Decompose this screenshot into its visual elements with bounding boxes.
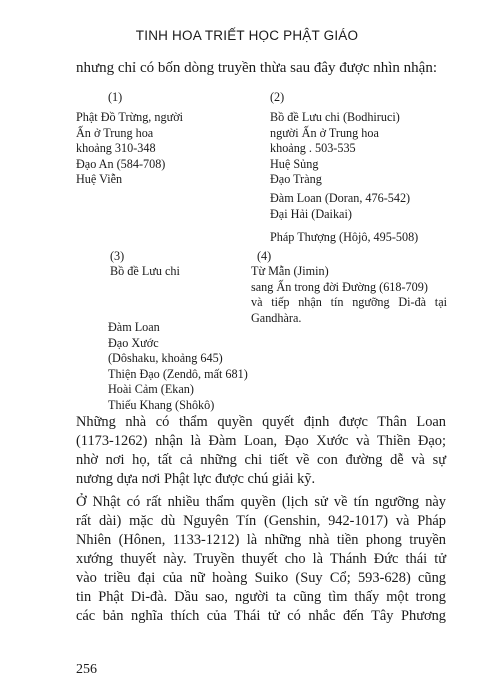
paragraph-line: nhờ nơi họ, tất cả những chi tiết về con đường dễ và sự	[76, 452, 446, 468]
lineage-lower-line: Thiếu Khang (Shôkô)	[108, 397, 215, 412]
running-header: TINH HOA TRIẾT HỌC PHẬT GIÁO	[135, 28, 359, 43]
col2-line: Pháp Thượng (Hôjô, 495-508)	[270, 230, 419, 244]
col4-line: Từ Mẫn (Jimin)	[251, 264, 329, 278]
col2-lineage-b	[270, 191, 410, 222]
col1-number: (1)	[108, 90, 123, 104]
lineage-lower-line: Thiện Đạo (Zendô, mất 681)	[108, 366, 248, 381]
lineage-lower-line: (Dôshaku, khoảng 645)	[108, 351, 223, 366]
col3-number: (3)	[110, 249, 125, 263]
lineage-lower-line: Đàm Loan	[108, 320, 160, 334]
lineage-lower	[108, 320, 248, 414]
paragraph-line: rất dài) mặc dù Nguyên Tín (Genshin, 942-1017) và Pháp	[76, 513, 446, 529]
paragraph-line: vào triều đại của nữ hoàng Suiko (Suy Cổ; 593-628) cũng	[76, 570, 446, 586]
paragraph-line: tin Phật Di-đà. Dầu sao, người ta cũng tìm thấy một trong	[76, 589, 446, 605]
col4-number: (4)	[257, 249, 272, 263]
col2-lineage	[270, 110, 400, 188]
paragraph-line: xướng thuyết này. Truyền thuyết cho là Thánh Đức thái tử	[76, 551, 446, 567]
paragraph-2	[76, 493, 446, 626]
page-number: 256	[76, 662, 97, 677]
col4-line: sang Ấn trong đời Đường (618-709)	[251, 279, 428, 294]
col2-line: người Ấn ở Trung hoa	[270, 125, 379, 140]
col2-line: Đại Hải (Daikai)	[270, 206, 352, 221]
col4-line: Gandhàra.	[251, 310, 302, 325]
paragraph-line: Những nhà có thẩm quyền quyết định được Thân Loan	[76, 414, 446, 430]
col1-line: Ấn ở Trung hoa	[76, 125, 154, 140]
col2-number: (2)	[270, 90, 285, 104]
col1-line: Huệ Viễn	[76, 172, 123, 187]
lineage-lower-line: Hoài Cảm (Ekan)	[108, 382, 194, 397]
col1-line: Đạo An (584-708)	[76, 156, 166, 171]
col3-line: Bồ đề Lưu chi	[110, 264, 180, 278]
col4-lineage	[251, 264, 447, 326]
paragraph-line: Ở Nhật có rất nhiều thẩm quyền (lịch sử về tín ngưỡng này	[76, 494, 446, 510]
paragraph-1	[76, 413, 446, 489]
col4-line: và tiếp nhận tín ngưỡng Di-đà tại	[251, 295, 447, 310]
paragraph-line: các bản nghĩa thích của Thái tử có nhắc đến Tây Phương	[76, 608, 446, 624]
col1-lineage	[76, 110, 183, 188]
intro-line: nhưng chỉ có bốn dòng truyền thừa sau đây được nhìn nhận:	[76, 60, 438, 76]
paragraph-line: Nhiên (Hônen, 1133-1212) là những nhà tiền phong truyền	[76, 532, 446, 548]
col1-line: Phật Đồ Trừng, người	[76, 110, 184, 124]
col1-line: khoảng 310-348	[76, 141, 156, 156]
col2-line: Đàm Loan (Doran, 476-542)	[270, 191, 411, 205]
col2-line: khoảng . 503-535	[270, 141, 356, 156]
col2-line: Huệ Sủng	[270, 156, 319, 171]
lineage-lower-line: Đạo Xước	[108, 335, 159, 350]
paragraph-line: nương dựa nơi Phật lực được chú giải kỹ.	[76, 471, 316, 487]
paragraph-line: (1173-1262) nhận là Đàm Loan, Đạo Xước và Thiền Đạo;	[76, 433, 446, 449]
col2-line: Bồ đề Lưu chi (Bodhiruci)	[270, 110, 400, 124]
col2-line: Đạo Tràng	[270, 172, 322, 187]
